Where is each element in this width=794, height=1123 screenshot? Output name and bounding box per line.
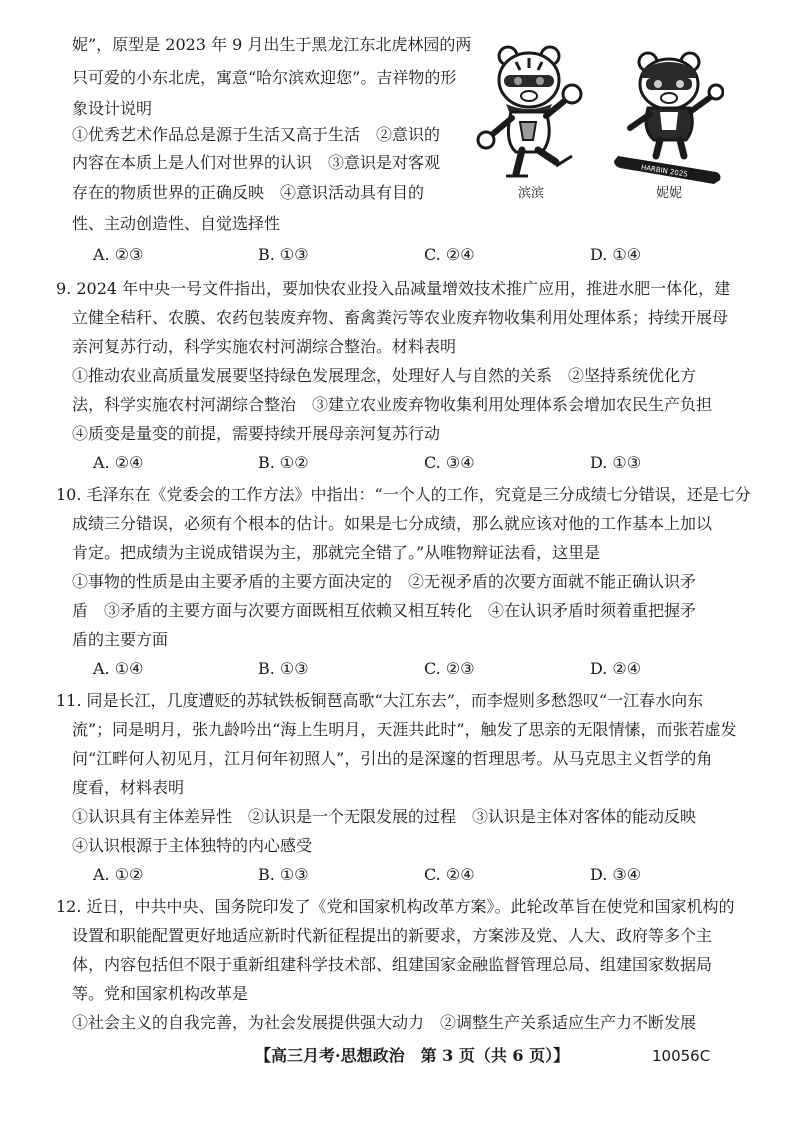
snowboard-text: HARBIN 2025 — [640, 163, 689, 179]
q8-statement-line: 存在的物质世界的正确反映 ④意识活动具有目的 — [72, 183, 425, 202]
exam-code: 10056C — [652, 1047, 711, 1065]
q10-line: 10. 毛泽东在《党委会的工作方法》中指出：“一个人的工作，究竟是三分成绩七分错误，还是七分 — [56, 485, 751, 504]
q12-line: 设置和职能配置更好地适应新时代新征程提出的新要求，方案涉及党、人大、政府等多个主 — [72, 926, 713, 945]
q11-line: 度看，材料表明 — [72, 778, 185, 797]
q12-line: 12. 近日，中共中央、国务院印发了《党和国家机构改革方案》。此轮改革旨在使党和国家机构的 — [56, 897, 735, 916]
q12-line: ①社会主义的自我完善，为社会发展提供强大动力 ②调整生产关系适应生产力不断发展 — [72, 1013, 697, 1032]
q8-stem-line: 妮”，原型是 2023 年 9 月出生于黑龙江东北虎林园的两 — [72, 35, 472, 54]
q11-line: 11. 同是长江，几度遭贬的苏轼铁板铜琶高歌“大江东去”，而李煜则多愁怨叹“一江春水向东 — [56, 691, 704, 710]
q11-line: ④认识根源于主体独特的内心感受 — [72, 836, 313, 855]
q11-option-d: D. ③④ — [590, 865, 642, 884]
q9-line: 9. 2024 年中央一号文件指出，要加快农业投入品减量增效技术推广应用，推进水肥一体化，建 — [56, 279, 731, 298]
q9-option-b: B. ①② — [258, 453, 309, 472]
q8-statement-line: ①优秀艺术作品总是源于生活又高于生活 ②意识的 — [72, 125, 441, 144]
q8-option-d: D. ①④ — [590, 245, 642, 264]
q8-option-a: A. ②③ — [93, 245, 144, 264]
q10-line: 盾的主要方面 — [72, 630, 169, 649]
q8-stem-line: 只可爱的小东北虎，寓意“哈尔滨欢迎您”。吉祥物的形 — [72, 68, 457, 87]
q8-option-b: B. ①③ — [258, 245, 309, 264]
q10-option-d: D. ②④ — [590, 659, 642, 678]
tiger-mascot-nini-icon — [612, 48, 724, 188]
q8-stem-line: 象设计说明 — [72, 99, 153, 118]
q12-line: 等。党和国家机构改革是 — [72, 984, 249, 1003]
page-footer: 【高三月考·思想政治 第 3 页（共 6 页）】 — [255, 1046, 570, 1065]
nini-caption: 妮妮 — [656, 186, 683, 201]
binbin-caption: 滨滨 — [518, 186, 545, 201]
q11-option-b: B. ①③ — [258, 865, 309, 884]
q10-option-b: B. ①③ — [258, 659, 309, 678]
q9-line: ①推动农业高质量发展要坚持绿色发展理念，处理好人与自然的关系 ②坚持系统优化方 — [72, 366, 697, 385]
q11-line: 流”；同是明月，张九龄吟出“海上生明月，天涯共此时”，触发了思亲的无限情愫，而张若虚发 — [72, 720, 737, 739]
q9-line: 立健全秸秆、农膜、农药包装废弃物、畜禽粪污等农业废弃物收集利用处理体系；持续开展母 — [72, 308, 729, 327]
q8-statement-line: 内容在本质上是人们对世界的认识 ③意识是对客观 — [72, 153, 441, 172]
q9-line: ④质变是量变的前提，需要持续开展母亲河复苏行动 — [72, 424, 441, 443]
q8-option-c: C. ②④ — [424, 245, 475, 264]
tiger-mascot-binbin-icon — [476, 42, 584, 182]
q9-line: 法，科学实施农村河湖综合整治 ③建立农业废弃物收集利用处理体系会增加农民生产负担 — [72, 395, 713, 414]
q11-option-a: A. ①② — [93, 865, 144, 884]
q10-option-c: C. ②③ — [424, 659, 475, 678]
q10-option-a: A. ①④ — [93, 659, 144, 678]
q12-line: 体，内容包括但不限于重新组建科学技术部、组建国家金融监督管理总局、组建国家数据局 — [72, 955, 713, 974]
q11-line: 问“江畔何人初见月，江月何年初照人”，引出的是深邃的哲理思考。从马克思主义哲学的角 — [72, 749, 713, 768]
q9-option-a: A. ②④ — [93, 453, 144, 472]
q10-line: 肯定。把成绩为主说成错误为主，那就完全错了。”从唯物辩证法看，这里是 — [72, 543, 601, 562]
q11-option-c: C. ②④ — [424, 865, 475, 884]
q10-line: ①事物的性质是由主要矛盾的主要方面决定的 ②无视矛盾的次要方面就不能正确认识矛 — [72, 572, 697, 591]
q9-line: 亲河复苏行动，科学实施农村河湖综合整治。材料表明 — [72, 337, 457, 356]
q9-option-c: C. ③④ — [424, 453, 475, 472]
q10-line: 成绩三分错误，必须有个根本的估计。如果是七分成绩，那么就应该对他的工作基本上加以 — [72, 514, 713, 533]
q9-option-d: D. ①③ — [590, 453, 642, 472]
q10-line: 盾 ③矛盾的主要方面与次要方面既相互依赖又相互转化 ④在认识矛盾时须着重把握矛 — [72, 601, 697, 620]
q11-line: ①认识具有主体差异性 ②认识是一个无限发展的过程 ③认识是主体对客体的能动反映 — [72, 807, 697, 826]
q8-statement-line: 性、主动创造性、自觉选择性 — [72, 214, 281, 233]
